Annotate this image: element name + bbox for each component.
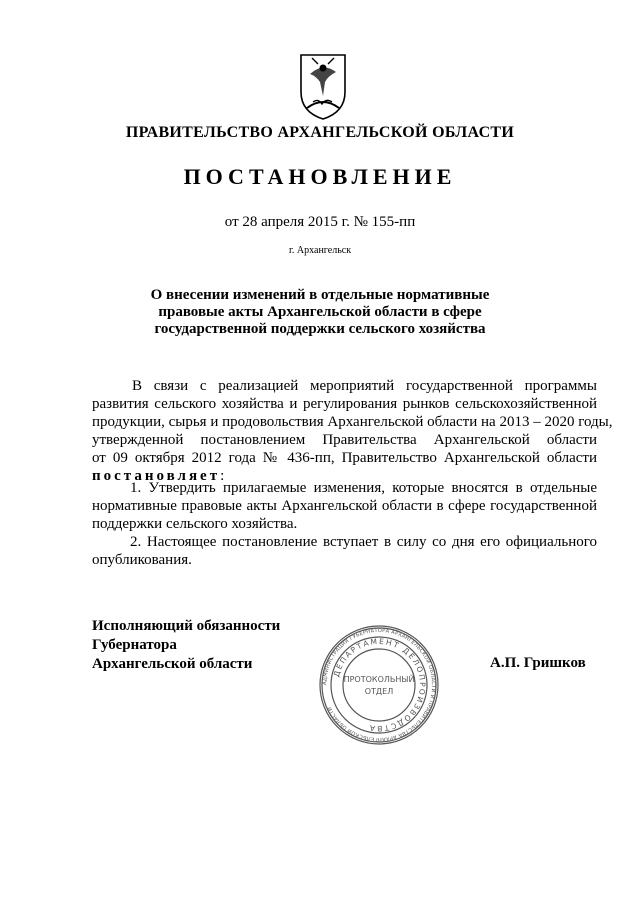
svg-text:ПРОТОКОЛЬНЫЙ: ПРОТОКОЛЬНЫЙ	[343, 675, 415, 684]
subject-line: О внесении изменений в отдельные нормативные	[150, 287, 490, 303]
document-subject	[0, 287, 640, 338]
position-line: Исполняющий обязанности	[92, 618, 281, 634]
preamble-paragraph	[92, 377, 613, 485]
item-2-paragraph	[92, 533, 597, 569]
preamble-line: утвержденной постановлением Правительства Архангельской области	[92, 432, 597, 448]
resolves-word: постановляет	[92, 468, 221, 484]
preamble-line: от 09 октября 2012 года № 436-пп, Правительство Архангельской области	[92, 450, 597, 466]
preamble-line: развития сельского хозяйства и регулирования рынков сельскохозяйственной	[92, 396, 597, 412]
position-line: Архангельской области	[92, 656, 253, 672]
government-name: ПРАВИТЕЛЬСТВО АРХАНГЕЛЬСКОЙ ОБЛАСТИ	[125, 124, 515, 141]
item-1-paragraph	[92, 479, 597, 533]
resolves-colon: :	[220, 468, 225, 484]
position-line: Губернатора	[92, 637, 177, 653]
item-line: 1. Утвердить прилагаемые изменения, которые вносятся в отдельные	[130, 480, 597, 496]
item-line: 2. Настоящее постановление вступает в силу со дня его официального	[130, 534, 597, 550]
official-stamp	[318, 624, 440, 746]
svg-text:ОТДЕЛ: ОТДЕЛ	[364, 687, 394, 696]
signatory-name: А.П. Гришков	[490, 655, 586, 671]
document-type-title: ПОСТАНОВЛЕНИЕ	[183, 164, 457, 189]
svg-text:ДЕПАРТАМЕНТ ДЕЛОПРОИЗВОДСТВА: ДЕПАРТАМЕНТ ДЕЛОПРОИЗВОДСТВА	[331, 636, 428, 734]
coat-of-arms-emblem	[298, 52, 348, 122]
subject-line: правовые акты Архангельской области в сфере	[158, 304, 482, 320]
subject-line: государственной поддержки сельского хозяйства	[154, 321, 486, 337]
city-line: г. Архангельск	[288, 245, 352, 256]
item-line: поддержки сельского хозяйства.	[92, 516, 298, 532]
signatory-position	[92, 617, 280, 674]
item-line: нормативные правовые акты Архангельской области в сфере государственной	[92, 498, 597, 514]
item-line: опубликования.	[92, 552, 192, 568]
date-number-line: от 28 апреля 2015 г. № 155-пп	[224, 214, 416, 230]
svg-text:АДМИНИСТРАЦИЯ ГУБЕРНАТОРА АРХА: АДМИНИСТРАЦИЯ ГУБЕРНАТОРА АРХАНГЕЛЬСКОЙ ОБЛАСТИ И ПРАВИТЕЛЬСТВА АРХАНГЕЛЬСКОЙ ОБЛАСТИ	[321, 627, 437, 743]
preamble-line: В связи с реализацией мероприятий государственной программы	[132, 378, 597, 394]
preamble-line: продукции, сырья и продовольствия Архангельской области на 2013 – 2020 годы,	[92, 414, 613, 430]
